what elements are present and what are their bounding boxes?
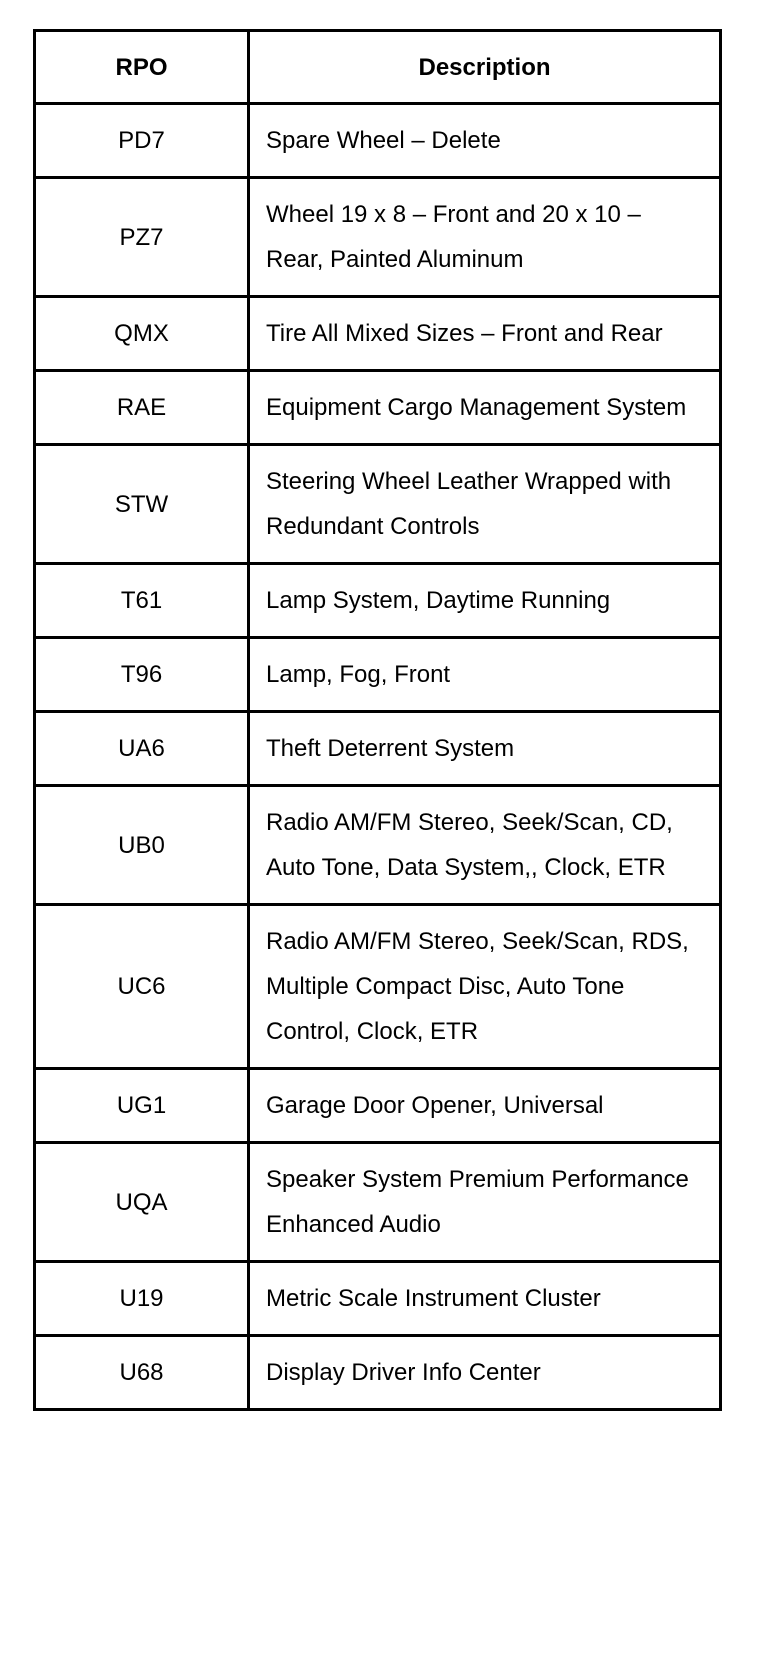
rpo-code: T61 <box>35 564 249 638</box>
rpo-description: Tire All Mixed Sizes – Front and Rear <box>249 297 721 371</box>
rpo-table <box>33 29 722 1411</box>
table-row <box>35 445 721 564</box>
rpo-description: Wheel 19 x 8 – Front and 20 x 10 – Rear, Painted Aluminum <box>249 178 721 297</box>
rpo-code: UA6 <box>35 712 249 786</box>
header-description: Description <box>249 31 721 104</box>
table-row <box>35 905 721 1069</box>
rpo-code: UB0 <box>35 786 249 905</box>
rpo-description: Display Driver Info Center <box>249 1336 721 1410</box>
rpo-code: RAE <box>35 371 249 445</box>
rpo-code: UC6 <box>35 905 249 1069</box>
table-row <box>35 1069 721 1143</box>
rpo-code: U19 <box>35 1262 249 1336</box>
rpo-code: STW <box>35 445 249 564</box>
rpo-description: Speaker System Premium Performance Enhanced Audio <box>249 1143 721 1262</box>
rpo-code: U68 <box>35 1336 249 1410</box>
rpo-code: QMX <box>35 297 249 371</box>
rpo-description: Equipment Cargo Management System <box>249 371 721 445</box>
rpo-code: UG1 <box>35 1069 249 1143</box>
header-rpo: RPO <box>35 31 249 104</box>
table-row <box>35 1336 721 1410</box>
table-row <box>35 1262 721 1336</box>
table-row <box>35 297 721 371</box>
table-row <box>35 104 721 178</box>
rpo-code: PD7 <box>35 104 249 178</box>
rpo-description: Steering Wheel Leather Wrapped with Redundant Controls <box>249 445 721 564</box>
table-row <box>35 638 721 712</box>
rpo-description: Radio AM/FM Stereo, Seek/Scan, RDS, Multiple Compact Disc, Auto Tone Control, Clock, ETR <box>249 905 721 1069</box>
header-row <box>35 31 721 104</box>
rpo-code: UQA <box>35 1143 249 1262</box>
rpo-description: Radio AM/FM Stereo, Seek/Scan, CD, Auto Tone, Data System,, Clock, ETR <box>249 786 721 905</box>
rpo-description: Lamp, Fog, Front <box>249 638 721 712</box>
rpo-description: Metric Scale Instrument Cluster <box>249 1262 721 1336</box>
rpo-code: PZ7 <box>35 178 249 297</box>
rpo-description: Garage Door Opener, Universal <box>249 1069 721 1143</box>
table-row <box>35 712 721 786</box>
rpo-description: Spare Wheel – Delete <box>249 104 721 178</box>
rpo-code: T96 <box>35 638 249 712</box>
rpo-description: Lamp System, Daytime Running <box>249 564 721 638</box>
table-row <box>35 178 721 297</box>
table-row <box>35 1143 721 1262</box>
rpo-description: Theft Deterrent System <box>249 712 721 786</box>
table-row <box>35 371 721 445</box>
table-row <box>35 564 721 638</box>
table-row <box>35 786 721 905</box>
